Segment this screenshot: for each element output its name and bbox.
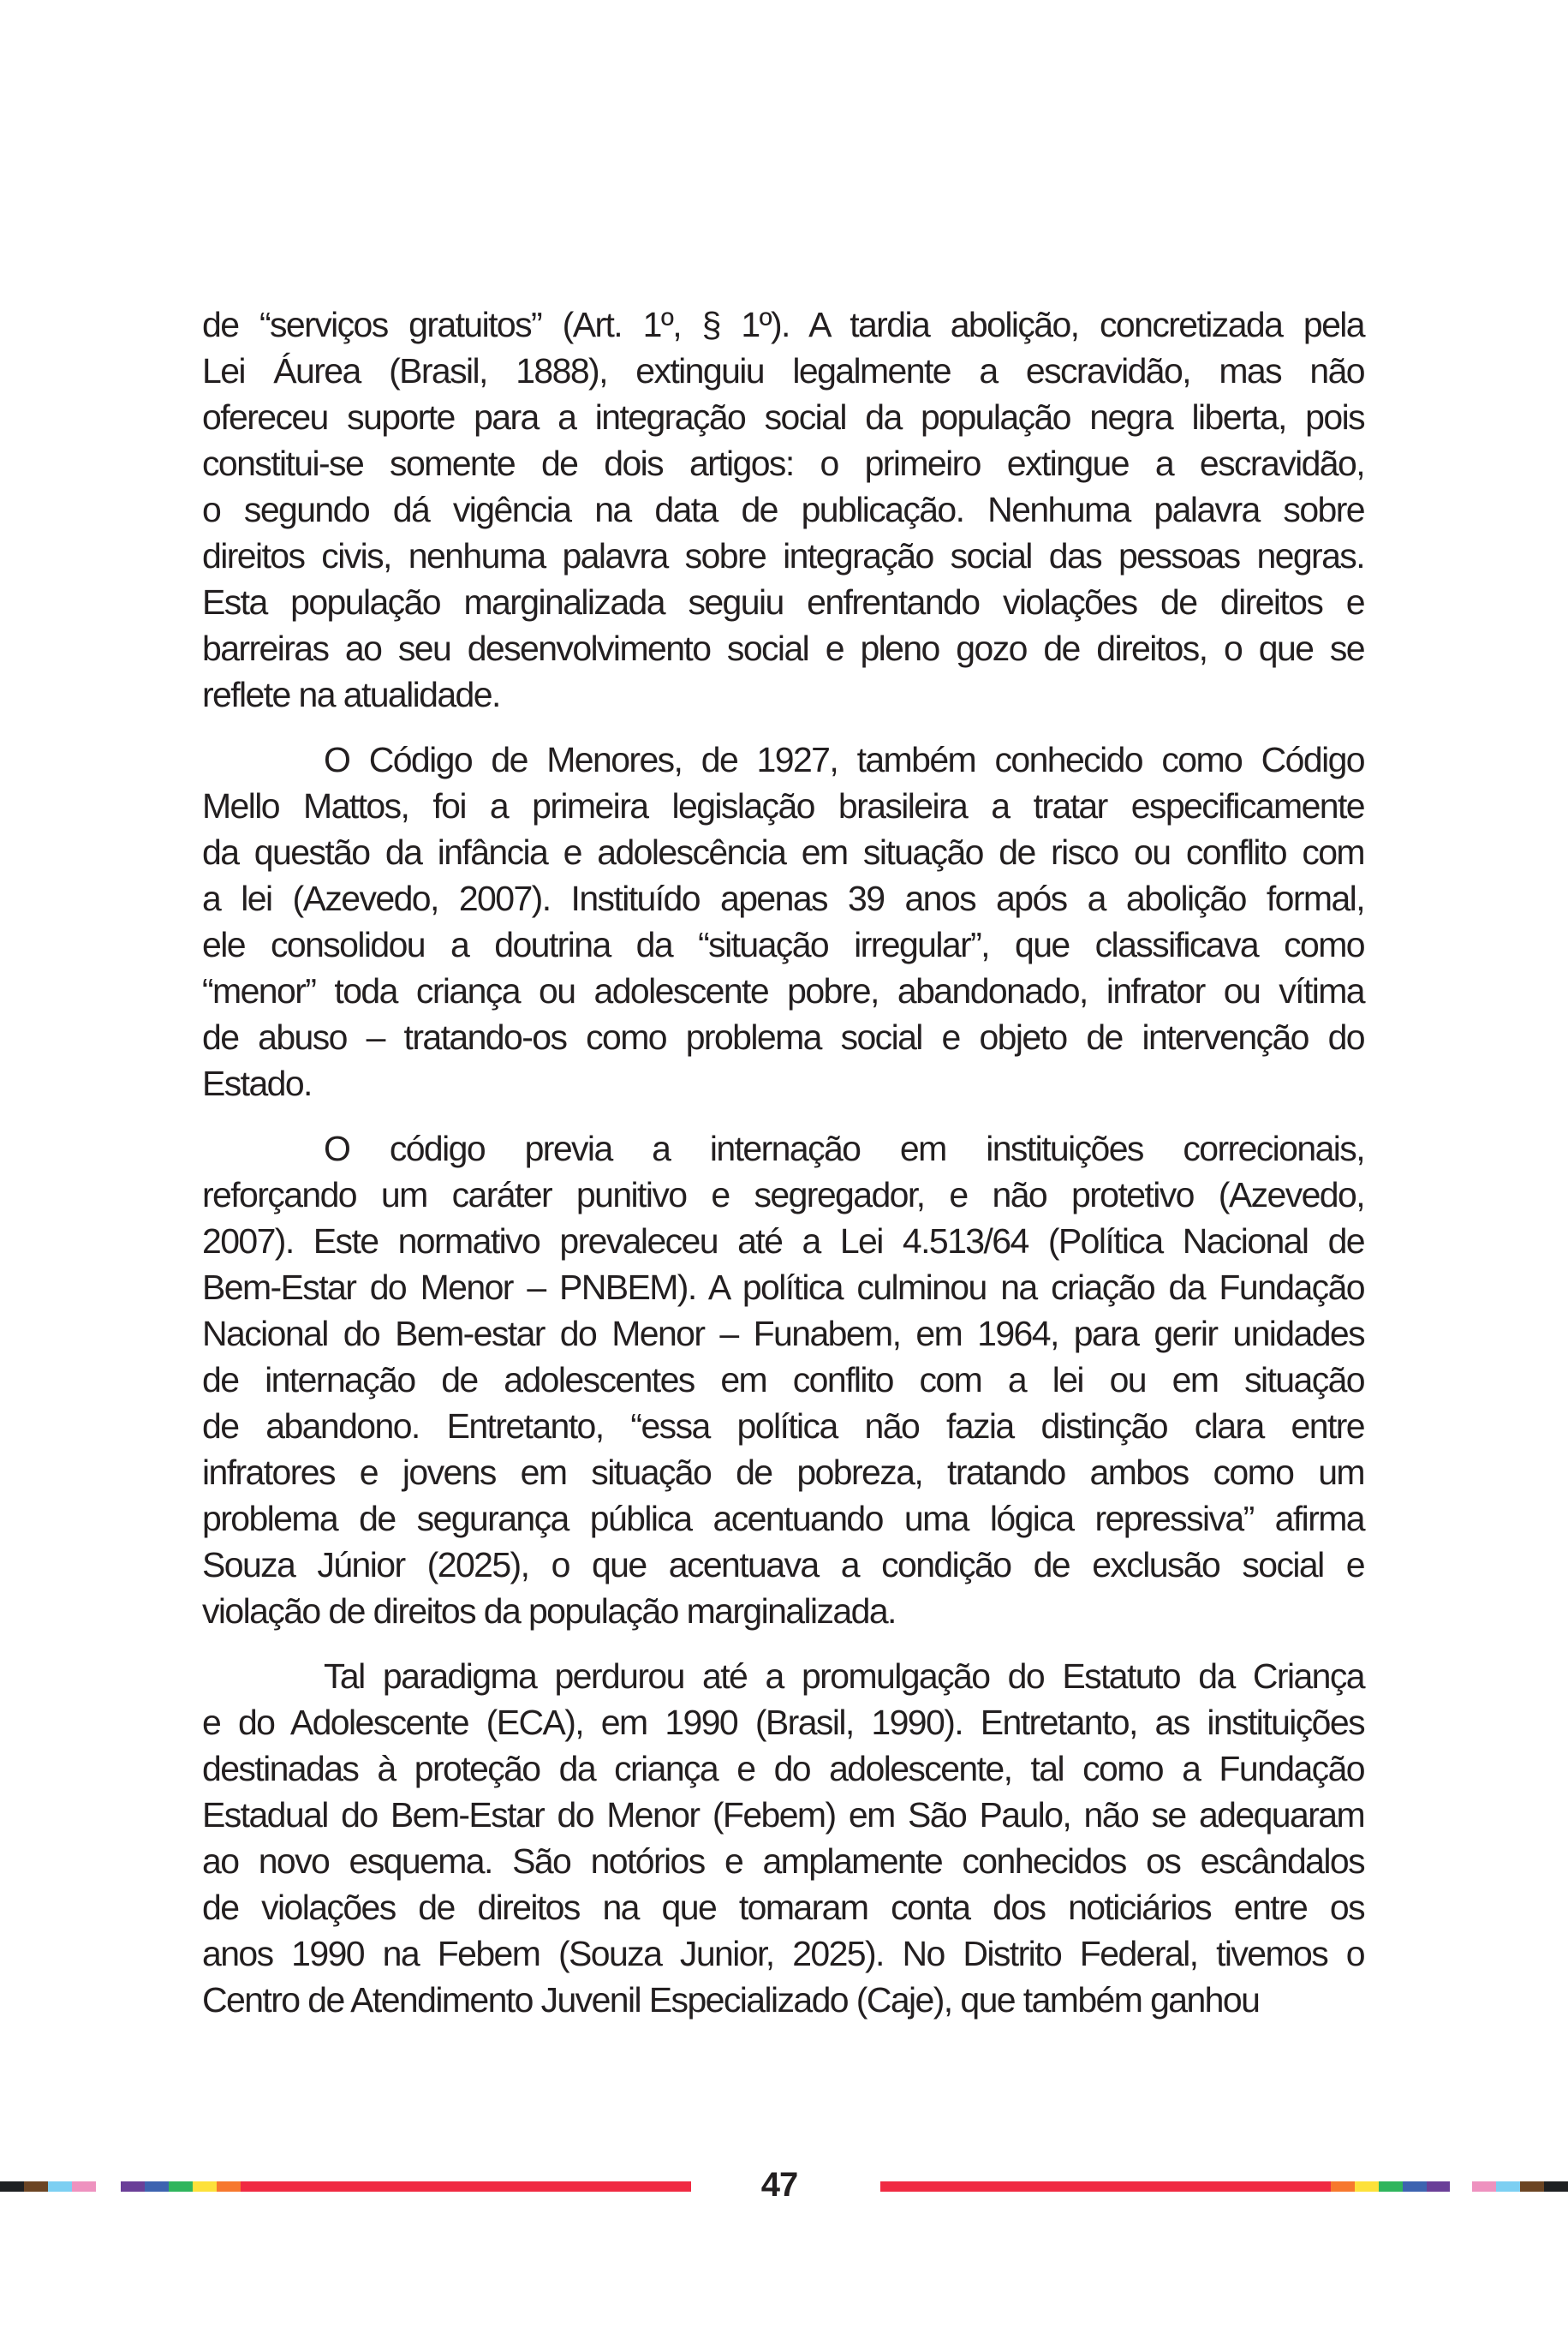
paragraph	[202, 301, 1364, 718]
text-line	[202, 829, 1364, 875]
text-line-content: Lei Áurea (Brasil, 1888), extinguiu legalmente a escravidão, mas não	[202, 351, 1364, 391]
text-line	[202, 579, 1364, 625]
text-line	[202, 1884, 1364, 1930]
text-line-content: constitui-se somente de dois artigos: o primeiro extingue a escravidão,	[202, 444, 1364, 483]
text-line	[202, 1977, 1364, 2023]
page-footer	[0, 2166, 1568, 2205]
paragraph	[202, 737, 1364, 1107]
text-line	[202, 1449, 1364, 1495]
text-line	[202, 1653, 1364, 1699]
footer-stripe-black-left	[0, 2181, 24, 2192]
text-line	[202, 1495, 1364, 1542]
text-line-content: de internação de adolescentes em conflito com a lei ou em situação	[202, 1360, 1364, 1399]
text-line-content: de abuso – tratando-os como problema social e objeto de intervenção do	[202, 1017, 1364, 1057]
footer-stripe-pink-right	[1472, 2181, 1496, 2192]
text-line-content: Estadual do Bem-Estar do Menor (Febem) em São Paulo, não se adequaram	[202, 1795, 1364, 1835]
text-line	[202, 1699, 1364, 1745]
text-line-content: Bem-Estar do Menor – PNBEM). A política culminou na criação da Fundação	[202, 1268, 1364, 1307]
text-line-content: Centro de Atendimento Juvenil Especializado (Caje), que também ganhou	[202, 1980, 1260, 2020]
text-line	[202, 1218, 1364, 1264]
footer-stripe-blue-left	[145, 2181, 169, 2192]
footer-stripe-pink-left	[72, 2181, 96, 2192]
text-line	[202, 1310, 1364, 1357]
footer-stripe-lightblue-left	[48, 2181, 72, 2192]
footer-stripe-yellow-left	[193, 2181, 217, 2192]
footer-stripe-brown-left	[24, 2181, 48, 2192]
footer-stripe-blue-right	[1403, 2181, 1427, 2192]
text-line	[202, 1264, 1364, 1310]
text-line	[202, 968, 1364, 1014]
footer-stripe-lightblue-right	[1496, 2181, 1520, 2192]
text-line	[202, 1838, 1364, 1884]
paragraph	[202, 1653, 1364, 2023]
text-line	[202, 922, 1364, 968]
text-line-content: anos 1990 na Febem (Souza Junior, 2025). No Distrito Federal, tivemos o	[202, 1934, 1364, 1973]
text-line-content: Tal paradigma perdurou até a promulgação do Estatuto da Criança	[324, 1656, 1364, 1696]
text-line-content: de “serviços gratuitos” (Art. 1º, § 1º). A tardia abolição, concretizada pela	[202, 305, 1364, 344]
footer-stripe-black-right	[1544, 2181, 1568, 2192]
text-line	[202, 1588, 1364, 1634]
text-line-content: e do Adolescente (ECA), em 1990 (Brasil, 1990). Entretanto, as instituições	[202, 1703, 1364, 1742]
body-text	[202, 301, 1364, 2042]
text-line-content: “menor” toda criança ou adolescente pobre, abandonado, infrator ou vítima	[202, 971, 1364, 1011]
text-line-content: Estado.	[202, 1064, 312, 1103]
text-line-content: problema de segurança pública acentuando uma lógica repressiva” afirma	[202, 1499, 1364, 1538]
text-line-content: O Código de Menores, de 1927, também conhecido como Código	[324, 740, 1364, 779]
text-line	[202, 1172, 1364, 1218]
footer-stripe-purple-left	[121, 2181, 145, 2192]
footer-stripe-purple-right	[1427, 2181, 1450, 2192]
text-line	[202, 486, 1364, 533]
text-line-content: ele consolidou a doutrina da “situação irregular”, que classificava como	[202, 925, 1364, 964]
footer-stripe-orange-right	[1331, 2181, 1355, 2192]
text-line	[202, 671, 1364, 718]
text-line	[202, 1357, 1364, 1403]
text-line	[202, 783, 1364, 829]
text-line	[202, 301, 1364, 348]
text-line-content: reflete na atualidade.	[202, 675, 500, 714]
text-line	[202, 1542, 1364, 1588]
text-line-content: violação de direitos da população marginalizada.	[202, 1591, 896, 1631]
text-line-content: reforçando um caráter punitivo e segregador, e não protetivo (Azevedo,	[202, 1175, 1364, 1214]
text-line	[202, 440, 1364, 486]
text-line-content: de violações de direitos na que tomaram conta dos noticiários entre os	[202, 1888, 1364, 1927]
text-line-content: barreiras ao seu desenvolvimento social e pleno gozo de direitos, o que se	[202, 629, 1364, 668]
footer-stripe-yellow-right	[1355, 2181, 1379, 2192]
text-line	[202, 533, 1364, 579]
footer-stripe-green-right	[1379, 2181, 1403, 2192]
text-line-content: da questão da infância e adolescência em situação de risco ou conflito com	[202, 832, 1364, 872]
text-line	[202, 1745, 1364, 1792]
text-line	[202, 1014, 1364, 1060]
text-line-content: infratores e jovens em situação de pobreza, tratando ambos como um	[202, 1453, 1364, 1492]
text-line	[202, 625, 1364, 671]
footer-stripe-orange-left	[217, 2181, 241, 2192]
paragraph	[202, 1125, 1364, 1634]
footer-stripe-green-left	[169, 2181, 193, 2192]
text-line	[202, 1125, 1364, 1172]
text-line-content: direitos civis, nenhuma palavra sobre integração social das pessoas negras.	[202, 536, 1364, 576]
text-line	[202, 1792, 1364, 1838]
text-line-content: O código previa a internação em instituições correcionais,	[324, 1129, 1364, 1168]
page-number: 47	[760, 2166, 798, 2204]
text-line-content: Esta população marginalizada seguiu enfrentando violações de direitos e	[202, 582, 1364, 622]
footer-stripe-red-left	[241, 2181, 691, 2192]
text-line	[202, 1930, 1364, 1977]
text-line-content: Nacional do Bem-estar do Menor – Funabem, em 1964, para gerir unidades	[202, 1314, 1364, 1353]
text-line-content: de abandono. Entretanto, “essa política não fazia distinção clara entre	[202, 1406, 1364, 1446]
text-line-content: 2007). Este normativo prevaleceu até a Lei 4.513/64 (Política Nacional de	[202, 1221, 1364, 1261]
text-line	[202, 737, 1364, 783]
footer-stripe-brown-right	[1520, 2181, 1544, 2192]
footer-stripe-red-right	[880, 2181, 1331, 2192]
text-line	[202, 394, 1364, 440]
text-line	[202, 1060, 1364, 1107]
text-line-content: o segundo dá vigência na data de publicação. Nenhuma palavra sobre	[202, 490, 1364, 529]
text-line-content: Mello Mattos, foi a primeira legislação brasileira a tratar especificamente	[202, 786, 1364, 826]
text-line	[202, 1403, 1364, 1449]
text-line	[202, 875, 1364, 922]
text-line-content: destinadas à proteção da criança e do adolescente, tal como a Fundação	[202, 1749, 1364, 1788]
text-line-content: a lei (Azevedo, 2007). Instituído apenas 39 anos após a abolição formal,	[202, 879, 1364, 918]
text-line	[202, 348, 1364, 394]
text-line-content: ofereceu suporte para a integração social da população negra liberta, pois	[202, 397, 1364, 437]
text-line-content: ao novo esquema. São notórios e amplamente conhecidos os escândalos	[202, 1841, 1364, 1881]
text-line-content: Souza Júnior (2025), o que acentuava a condição de exclusão social e	[202, 1545, 1364, 1584]
